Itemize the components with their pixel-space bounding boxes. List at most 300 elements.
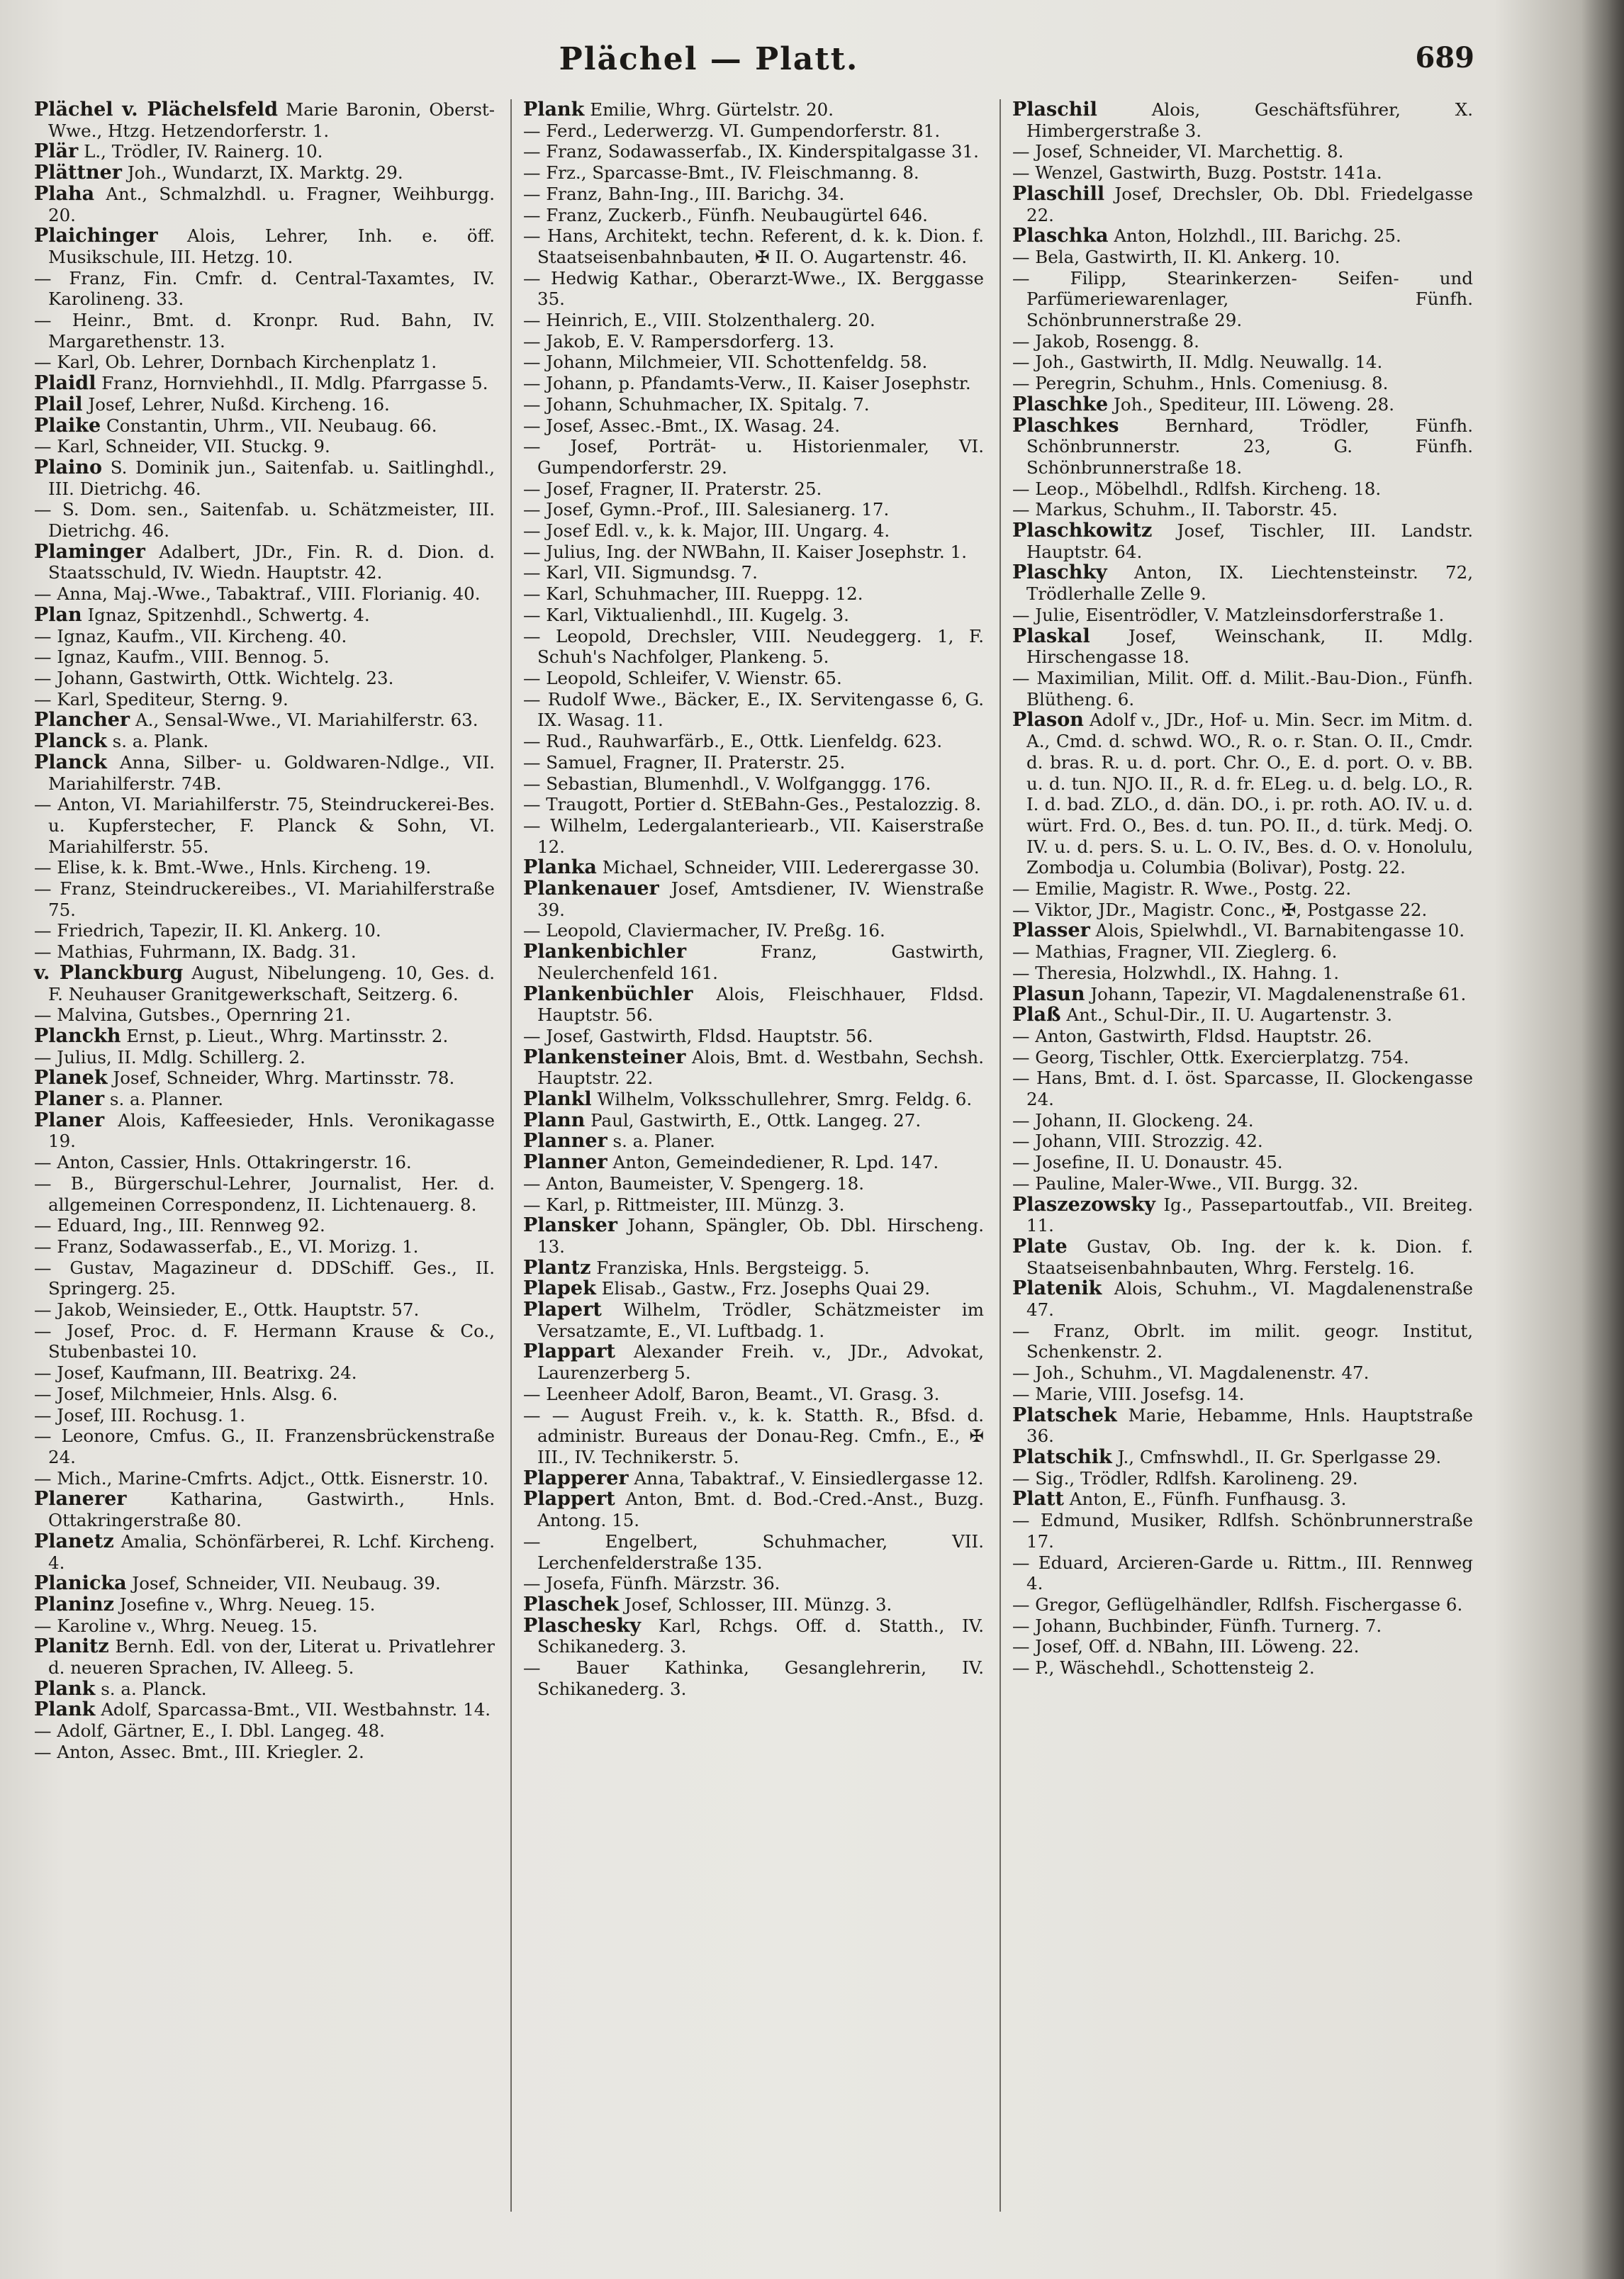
- page-header: [0, 28, 1559, 85]
- entry-details: — Johann, Gastwirth, Ottk. Wichtelg. 23.: [34, 667, 394, 688]
- directory-entry: [34, 1616, 495, 1637]
- directory-entry: [1012, 1616, 1473, 1637]
- entry-surname: Plappart: [523, 1340, 616, 1363]
- entry-details: Josef, Tischler, III. Landstr. Hauptstr. 64.: [1026, 520, 1473, 562]
- entry-surname: Planerer: [34, 1488, 127, 1511]
- entry-details: — Joh., Schuhm., VI. Magdalenenstr. 47.: [1012, 1362, 1370, 1384]
- entry-details: Josef, Weinschank, II. Mdlg. Hirschengasse 18.: [1026, 625, 1473, 668]
- directory-entry: [34, 1489, 495, 1530]
- entry-details: — Josefine, II. U. Donaustr. 45.: [1012, 1152, 1283, 1173]
- directory-entry: [34, 626, 495, 647]
- entry-surname: Plantz: [523, 1256, 591, 1279]
- directory-entry: [34, 225, 495, 267]
- directory-entry: [34, 963, 495, 1004]
- entry-details: — Eduard, Ing., III. Rennweg 92.: [34, 1215, 325, 1236]
- directory-entry: [34, 920, 495, 941]
- directory-entry: [1012, 1194, 1473, 1236]
- entry-details: — Hedwig Kathar., Oberarzt-Wwe., IX. Berggasse 35.: [523, 267, 984, 310]
- entry-details: Anton, E., Fünfh. Funfhausg. 3.: [1069, 1489, 1347, 1510]
- entry-surname: Plansker: [523, 1214, 617, 1237]
- entry-details: Anton, Bmt. d. Bod.-Cred.-Anst., Buzg. Antong. 15.: [537, 1489, 984, 1531]
- directory-entry: [34, 457, 495, 499]
- directory-entry: [1012, 1278, 1473, 1320]
- directory-entry: [1012, 520, 1473, 562]
- entry-details: — Wilhelm, Ledergalanteriearb., VII. Kaiserstraße 12.: [523, 814, 984, 857]
- directory-entry: [1012, 373, 1473, 394]
- entry-details: — Rudolf Wwe., Bäcker, E., IX. Servitengasse 6, G. IX. Wasag. 11.: [523, 688, 984, 731]
- entry-details: — Franz, Zuckerb., Fünfh. Neubaugürtel 646.: [523, 204, 928, 225]
- directory-entry: [1012, 1236, 1473, 1278]
- entry-details: — Sig., Trödler, Rdlfsh. Karolineng. 29.: [1012, 1467, 1358, 1489]
- directory-entry: [523, 857, 984, 878]
- entry-details: — Ferd., Lederwerzg. VI. Gumpendorferstr. 81.: [523, 120, 941, 141]
- directory-entry: [1012, 1173, 1473, 1194]
- directory-entry: [523, 1110, 984, 1131]
- entry-details: Gustav, Ob. Ing. der k. k. Dion. f. Staatseisenbahnbauten, Whrg. Ferstelg. 16.: [1026, 1236, 1473, 1278]
- entry-details: J., Cmfnswhdl., II. Gr. Sperlgasse 29.: [1117, 1447, 1442, 1467]
- entry-details: Josef, Schneider, VII. Neubaug. 39.: [132, 1573, 441, 1594]
- directory-entry: [523, 331, 984, 352]
- directory-entry: [34, 1026, 495, 1047]
- entry-surname: Plaichinger: [34, 225, 158, 247]
- entry-surname: Planetz: [34, 1530, 114, 1552]
- directory-entry: [1012, 1510, 1473, 1552]
- entry-details: s. a. Planner.: [109, 1089, 224, 1110]
- directory-entry: [34, 268, 495, 310]
- directory-entry: [34, 1679, 495, 1700]
- entry-details: — Anton, Baumeister, V. Spengerg. 18.: [523, 1172, 865, 1194]
- directory-entry: [523, 268, 984, 310]
- entry-details: — Malvina, Gutsbes., Opernring 21.: [34, 1004, 351, 1026]
- entry-details: — Hans, Bmt. d. I. öst. Sparcasse, II. Glockengasse 24.: [1012, 1068, 1473, 1110]
- directory-entry: [523, 141, 984, 162]
- directory-entry: [1012, 1447, 1473, 1468]
- entry-details: — Hans, Architekt, techn. Referent, d. k. k. Dion. f. Staatseisenbahnbauten, ✠ II. O. Augartenstr. 46.: [523, 225, 984, 267]
- directory-entry: [34, 1321, 495, 1362]
- binding-shadow: [1581, 0, 1624, 2279]
- directory-entry: [34, 583, 495, 605]
- directory-entry: [523, 1405, 984, 1468]
- entry-details: — Leopold, Claviermacher, IV. Preßg. 16.: [523, 920, 885, 941]
- directory-entry: [523, 984, 984, 1026]
- directory-entry: [523, 1468, 984, 1489]
- entry-surname: Plaschky: [1012, 561, 1107, 584]
- entry-details: Josefine v., Whrg. Neueg. 15.: [119, 1594, 376, 1615]
- entry-surname: Plaha: [34, 182, 95, 205]
- entry-surname: Planckh: [34, 1024, 121, 1047]
- entry-details: — Mathias, Fuhrmann, IX. Badg. 31.: [34, 941, 357, 963]
- directory-entry: [34, 310, 495, 352]
- entry-details: Paul, Gastwirth, E., Ottk. Langeg. 27.: [590, 1109, 922, 1131]
- directory-entry: [1012, 499, 1473, 520]
- directory-entry: [34, 542, 495, 583]
- entry-details: s. a. Plank.: [112, 731, 209, 752]
- entry-surname: Plank: [523, 99, 585, 121]
- entry-surname: Plaskal: [1012, 625, 1090, 647]
- directory-entry: [34, 373, 495, 394]
- directory-entry: [523, 1384, 984, 1405]
- entry-details: — Josef, Kaufmann, III. Beatrixg. 24.: [34, 1362, 357, 1384]
- entry-details: — Rud., Rauhwarfärb., E., Ottk. Lienfeldg. 623.: [523, 731, 943, 752]
- entry-details: — Josef, Milchmeier, Hnls. Alsg. 6.: [34, 1383, 338, 1404]
- directory-entry: [1012, 1321, 1473, 1362]
- entry-details: — Johann, Buchbinder, Fünfh. Turnerg. 7.: [1012, 1615, 1382, 1636]
- directory-entry: [34, 1152, 495, 1173]
- directory-entry: [523, 542, 984, 563]
- entry-details: — Josef, Schneider, VI. Marchettig. 8.: [1012, 141, 1344, 162]
- directory-entry: [34, 1299, 495, 1321]
- directory-entry: [523, 878, 984, 920]
- entry-details: — Eduard, Arcieren-Garde u. Rittm., III. Rennweg 4.: [1012, 1552, 1473, 1594]
- directory-entry: [34, 857, 495, 878]
- entry-details: Adolf v., JDr., Hof- u. Min. Secr. im Mitm. d. A., Cmd. d. schwd. WO., R. o. r. Stan. O. II., Cmdr. d. bras. R. u. d. port. Chr. O., E. d. port. O. v. BB. u. d. tun. NJO. II., R. d. fr. ELeg. u. d. belg. LO., R. I. d. bad. ZLO., d. dän. DO., i. pr. roth. AO. IV. u. d. würt. Frd. O., Bes. d. tun. PO. II., d. türk. Medj. O. IV. u. d. pers. S. u. L. O. IV., Bes. d. O. v. Honolulu, Zombodja u. Columbia (Bolivar), Postg. 22.: [1026, 710, 1473, 878]
- entry-surname: Planitz: [34, 1635, 109, 1658]
- entry-surname: Plächel v. Plächelsfeld: [34, 99, 279, 121]
- entry-surname: Plaschil: [1012, 99, 1097, 121]
- entry-details: Joh., Wundarzt, IX. Marktg. 29.: [127, 162, 403, 184]
- entry-surname: Plaschesky: [523, 1614, 642, 1637]
- directory-entry: [34, 1573, 495, 1594]
- entry-details: A., Sensal-Wwe., VI. Mariahilferstr. 63.: [135, 710, 478, 731]
- directory-entry: [34, 710, 495, 731]
- entry-details: — Joh., Gastwirth, II. Mdlg. Neuwallg. 14.: [1012, 352, 1383, 373]
- directory-entry: [1012, 984, 1473, 1005]
- entry-details: — Julius, II. Mdlg. Schillerg. 2.: [34, 1046, 306, 1068]
- entry-details: — Bela, Gastwirth, II. Kl. Ankerg. 10.: [1012, 246, 1340, 267]
- entry-details: Michael, Schneider, VIII. Lederergasse 30.: [602, 857, 980, 878]
- column-1: [34, 99, 495, 1763]
- entry-details: — Georg, Tischler, Ottk. Exercierplatzg. 754.: [1012, 1046, 1409, 1068]
- entry-details: Alexander Freih. v., JDr., Advokat, Laurenzerberg 5.: [537, 1341, 985, 1384]
- directory-entry: [34, 141, 495, 162]
- directory-entry: [1012, 1384, 1473, 1405]
- column-2: [523, 99, 984, 1699]
- directory-entry: [34, 1004, 495, 1026]
- entry-details: Alois, Schuhm., VI. Magdalenenstraße 47.: [1026, 1278, 1473, 1321]
- entry-details: — Leopold, Schleifer, V. Wienstr. 65.: [523, 667, 842, 688]
- entry-details: Josef, Schlosser, III. Münzg. 3.: [625, 1594, 892, 1615]
- directory-entry: [34, 394, 495, 415]
- entry-details: — Leenheer Adolf, Baron, Beamt., VI. Grasg. 3.: [523, 1383, 940, 1404]
- entry-surname: Plaschke: [1012, 393, 1109, 415]
- directory-entry: [34, 1362, 495, 1384]
- directory-entry: [34, 689, 495, 710]
- entry-details: — Traugott, Portier d. StEBahn-Ges., Pestalozzig. 8.: [523, 794, 982, 815]
- entry-surname: Plapek: [523, 1277, 596, 1300]
- directory-entry: [1012, 1047, 1473, 1068]
- directory-entry: [34, 1047, 495, 1068]
- entry-surname: Planka: [523, 856, 597, 879]
- entry-details: s. a. Planck.: [101, 1678, 207, 1699]
- entry-details: Franz, Hornviehhdl., II. Mdlg. Pfarrgasse 5.: [101, 373, 488, 394]
- directory-entry: [1012, 1552, 1473, 1594]
- entry-details: Katharina, Gastwirth., Hnls. Ottakringerstraße 80.: [48, 1489, 495, 1531]
- directory-entry: [1012, 1405, 1473, 1447]
- directory-entry: [34, 1173, 495, 1215]
- directory-entry: [34, 436, 495, 457]
- entry-details: — Franz, Sodawasserfab., IX. Kinderspitalgasse 31.: [523, 141, 979, 162]
- entry-surname: Platenik: [1012, 1277, 1102, 1300]
- entry-surname: Plail: [34, 393, 83, 415]
- entry-details: Amalia, Schönfärberei, R. Lchf. Kircheng. 4.: [48, 1530, 495, 1573]
- column-divider: [999, 99, 1001, 2212]
- entry-details: Johann, Spängler, Ob. Dbl. Hirscheng. 13.: [537, 1215, 984, 1257]
- entry-details: — Josef, Assec.-Bmt., IX. Wasag. 24.: [523, 415, 841, 436]
- entry-surname: Plättner: [34, 162, 123, 184]
- entry-details: Anna, Tabaktraf., V. Einsiedlergasse 12.: [634, 1467, 984, 1489]
- directory-entry: [34, 752, 495, 794]
- directory-entry: [34, 1215, 495, 1236]
- entry-details: — Samuel, Fragner, II. Praterstr. 25.: [523, 751, 846, 773]
- directory-entry: [523, 941, 984, 983]
- directory-entry: [34, 1720, 495, 1742]
- directory-entry: [1012, 331, 1473, 352]
- directory-entry: [523, 815, 984, 857]
- directory-entry: [523, 478, 984, 500]
- directory-entry: [523, 499, 984, 520]
- directory-entry: [1012, 710, 1473, 878]
- entry-surname: Platschek: [1012, 1404, 1117, 1426]
- entry-surname: Plaschkes: [1012, 414, 1119, 437]
- entry-surname: Plankenbichler: [523, 941, 687, 963]
- directory-entry: [1012, 268, 1473, 331]
- entry-details: Karl, Rchgs. Off. d. Statth., IV. Schikanederg. 3.: [537, 1615, 984, 1657]
- entry-details: — Peregrin, Schuhm., Hnls. Comeniusg. 8.: [1012, 373, 1389, 394]
- entry-details: — Heinr., Bmt. d. Kronpr. Rud. Bahn, IV. Margarethenstr. 13.: [34, 310, 495, 352]
- directory-entry: [34, 605, 495, 626]
- directory-entry: [523, 436, 984, 478]
- entry-details: — Mathias, Fragner, VII. Zieglerg. 6.: [1012, 941, 1338, 963]
- column-divider: [510, 99, 512, 2212]
- directory-entry: [523, 1299, 984, 1341]
- entry-surname: Planer: [34, 1088, 105, 1111]
- entry-surname: Planinz: [34, 1593, 114, 1616]
- entry-details: — Johann, Schuhmacher, IX. Spitalg. 7.: [523, 393, 870, 415]
- entry-details: Constantin, Uhrm., VII. Neubaug. 66.: [106, 415, 437, 436]
- entry-details: — Marie, VIII. Josefsg. 14.: [1012, 1383, 1245, 1404]
- entry-details: — S. Dom. sen., Saitenfab. u. Schätzmeister, III. Dietrichg. 46.: [34, 499, 495, 542]
- entry-surname: Platschik: [1012, 1446, 1112, 1468]
- directory-entry: [34, 1258, 495, 1299]
- entry-details: Ant., Schmalzhdl. u. Fragner, Weihburgg. 20.: [48, 183, 495, 225]
- directory-entry: [523, 562, 984, 583]
- entry-surname: Plaschka: [1012, 225, 1109, 247]
- directory-entry: [523, 583, 984, 605]
- entry-details: — — August Freih. v., k. k. Statth. R., Bfsd. d. administr. Bureaus der Donau-Reg. Cmfn., E., ✠ III., IV. Technikerstr. 5.: [523, 1404, 984, 1467]
- directory-entry: [1012, 1657, 1473, 1679]
- directory-entry: [34, 162, 495, 184]
- entry-surname: Planck: [34, 751, 107, 773]
- entry-details: — Adolf, Gärtner, E., I. Dbl. Langeg. 48.: [34, 1720, 385, 1742]
- entry-details: Alois, Fleischhauer, Fldsd. Hauptstr. 56.: [537, 983, 984, 1026]
- entry-details: — Leopold, Drechsler, VIII. Neudeggerg. 1, F. Schuh's Nachfolger, Plankeng. 5.: [523, 625, 984, 668]
- entry-details: Emilie, Whrg. Gürtelstr. 20.: [590, 99, 834, 120]
- entry-surname: Plaike: [34, 414, 101, 437]
- directory-entry: [523, 121, 984, 142]
- entry-details: Wilhelm, Trödler, Schätzmeister im Versatzamte, E., VI. Luftbadg. 1.: [537, 1299, 984, 1341]
- directory-entry: [1012, 141, 1473, 162]
- directory-entry: [34, 1594, 495, 1616]
- directory-entry: [523, 731, 984, 752]
- entry-details: — Josef, Fragner, II. Praterstr. 25.: [523, 478, 822, 499]
- directory-entry: [1012, 941, 1473, 963]
- directory-entry: [1012, 1594, 1473, 1616]
- directory-entry: [523, 310, 984, 331]
- directory-entry: [1012, 963, 1473, 984]
- entry-surname: Plan: [34, 603, 82, 626]
- entry-details: Bernhard, Trödler, Fünfh. Schönbrunnerstr. 23, G. Fünfh. Schönbrunnerstraße 18.: [1026, 415, 1473, 478]
- entry-details: — Edmund, Musiker, Rdlfsh. Schönbrunnerstraße 17.: [1012, 1510, 1473, 1552]
- entry-details: — Josef Edl. v., k. k. Major, III. Ungarg. 4.: [523, 520, 890, 542]
- directory-entry: [523, 520, 984, 542]
- entry-details: Joh., Spediteur, III. Löweng. 28.: [1114, 393, 1395, 415]
- entry-details: Alois, Bmt. d. Westbahn, Sechsh. Hauptstr. 22.: [537, 1046, 984, 1089]
- entry-details: Alois, Geschäftsführer, X. Himbergerstraße 3.: [1026, 99, 1473, 141]
- directory-entry: [1012, 415, 1473, 478]
- entry-surname: Plate: [1012, 1235, 1068, 1258]
- entry-details: — Josef, Porträt- u. Historienmaler, VI. Gumpendorferstr. 29.: [523, 436, 984, 478]
- directory-entry: [523, 1489, 984, 1530]
- directory-entry: [1012, 878, 1473, 900]
- entry-details: Marie, Hebamme, Hnls. Hauptstraße 36.: [1026, 1404, 1473, 1447]
- entry-details: Elisab., Gastw., Frz. Josephs Quai 29.: [601, 1278, 931, 1299]
- entry-surname: v. Planckburg: [34, 961, 184, 984]
- directory-entry: [523, 1573, 984, 1594]
- entry-surname: Plankenauer: [523, 878, 659, 900]
- entry-details: — Johann, II. Glockeng. 24.: [1012, 1109, 1254, 1131]
- directory-entry: [523, 373, 984, 394]
- entry-details: — Franz, Bahn-Ing., III. Barichg. 34.: [523, 183, 845, 204]
- page-title: Pläche⁠l — Platt.: [559, 41, 859, 77]
- entry-details: — Franz, Obrlt. im milit. geogr. Institut, Schenkenstr. 2.: [1012, 1320, 1473, 1362]
- directory-entry: [523, 225, 984, 267]
- entry-surname: Planck: [34, 730, 107, 753]
- entry-details: — Karl, Spediteur, Sterng. 9.: [34, 688, 289, 710]
- entry-surname: Plason: [1012, 709, 1084, 732]
- entry-details: — Gustav, Magazineur d. DDSchiff. Ges., II. Springerg. 25.: [34, 1257, 495, 1299]
- entry-details: Adalbert, JDr., Fin. R. d. Dion. d. Staatsschuld, IV. Wiedn. Hauptstr. 42.: [48, 541, 495, 583]
- entry-details: — Josef, Proc. d. F. Hermann Krause & Co., Stubenbastei 10.: [34, 1320, 495, 1362]
- directory-entry: [34, 1531, 495, 1573]
- directory-entry: [1012, 668, 1473, 710]
- entry-details: Josef, Schneider, Whrg. Martinsstr. 78.: [113, 1068, 455, 1089]
- directory-entry: [1012, 1362, 1473, 1384]
- entry-details: — Elise, k. k. Bmt.-Wwe., Hnls. Kircheng. 19.: [34, 857, 432, 878]
- entry-details: Anna, Silber- u. Goldwaren-Ndlge., VII. Mariahilferstr. 74B.: [48, 751, 495, 794]
- directory-entry: [34, 1699, 495, 1720]
- entry-surname: Planer: [34, 1109, 105, 1131]
- entry-details: — Karl, Viktualienhdl., III. Kugelg. 3.: [523, 604, 849, 625]
- directory-entry: [523, 99, 984, 121]
- directory-entry: [523, 1278, 984, 1299]
- entry-surname: Plappert: [523, 1488, 615, 1511]
- directory-entry: [1012, 1110, 1473, 1131]
- entry-details: Anton, Gemeindediener, R. Lpd. 147.: [612, 1152, 939, 1173]
- entry-details: — Josef, Gymn.-Prof., III. Salesianerg. 17.: [523, 499, 890, 520]
- entry-details: — Karl, p. Rittmeister, III. Münzg. 3.: [523, 1194, 845, 1215]
- entry-details: Franziska, Hnls. Bergsteigg. 5.: [596, 1257, 870, 1278]
- entry-surname: Plaszezowsky: [1012, 1193, 1155, 1216]
- entry-details: — Jakob, Weinsieder, E., Ottk. Hauptstr. 57.: [34, 1299, 420, 1321]
- directory-entry: [523, 773, 984, 795]
- entry-details: Wilhelm, Volksschullehrer, Smrg. Feldg. 6.: [597, 1089, 973, 1110]
- directory-entry: [523, 1215, 984, 1257]
- entry-details: — Frz., Sparcasse-Bmt., IV. Fleischmanng. 8.: [523, 162, 919, 184]
- entry-details: — Gregor, Geflügelhändler, Rdlfsh. Fischergasse 6.: [1012, 1594, 1463, 1615]
- entry-details: — Markus, Schuhm., II. Taborstr. 45.: [1012, 499, 1338, 520]
- directory-entry: [34, 941, 495, 963]
- entry-details: — Julie, Eisentrödler, V. Matzleinsdorferstraße 1.: [1012, 604, 1445, 625]
- entry-surname: Plankl: [523, 1088, 592, 1111]
- entry-surname: Planek: [34, 1067, 108, 1090]
- entry-details: — Ignaz, Kaufm., VII. Kircheng. 40.: [34, 625, 347, 646]
- directory-entry: [523, 1616, 984, 1657]
- entry-details: — Johann, VIII. Strozzig. 42.: [1012, 1131, 1263, 1152]
- entry-details: — Franz, Sodawasserfab., E., VI. Morizg. 1.: [34, 1236, 419, 1257]
- directory-entry: [1012, 352, 1473, 373]
- directory-entry: [34, 415, 495, 437]
- directory-entry: [523, 1258, 984, 1279]
- entry-details: — Engelbert, Schuhmacher, VII. Lerchenfelderstraße 135.: [523, 1530, 984, 1573]
- directory-entry: [523, 1194, 984, 1216]
- directory-entry: [1012, 1468, 1473, 1489]
- entry-details: Josef, Lehrer, Nußd. Kircheng. 16.: [88, 393, 390, 415]
- entry-details: — Anton, VI. Mariahilferstr. 75, Steindruckerei-Bes. u. Kupferstecher, F. Planck & Sohn, VI. Mariahilferstr. 55.: [34, 794, 495, 857]
- entry-details: Anton, IX. Liechtensteinstr. 72, Trödlerhalle Zelle 9.: [1026, 562, 1474, 605]
- entry-surname: Plaminger: [34, 540, 145, 563]
- directory-entry: [523, 1047, 984, 1089]
- entry-surname: Planicka: [34, 1572, 127, 1595]
- entry-details: S. Dominik jun., Saitenfab. u. Saitlinghdl., III. Dietrichg. 46.: [48, 457, 495, 499]
- entry-details: — Emilie, Magistr. R. Wwe., Postg. 22.: [1012, 878, 1352, 900]
- directory-entry: [34, 184, 495, 225]
- directory-entry: [1012, 99, 1473, 141]
- entry-details: — Theresia, Holzwhdl., IX. Hahng. 1.: [1012, 962, 1340, 983]
- directory-entry: [34, 1110, 495, 1152]
- directory-entry: [34, 1742, 495, 1763]
- directory-entry: [34, 1426, 495, 1467]
- entry-surname: Platt: [1012, 1488, 1064, 1511]
- entry-details: Adolf, Sparcassa-Bmt., VII. Westbahnstr. 14.: [101, 1699, 491, 1720]
- column-3: [1012, 99, 1473, 1679]
- directory-entry: [1012, 184, 1473, 225]
- directory-entry: [34, 731, 495, 752]
- entry-details: — Anton, Gastwirth, Fldsd. Hauptstr. 26.: [1012, 1025, 1372, 1046]
- directory-entry: [34, 352, 495, 373]
- directory-entry: [1012, 225, 1473, 247]
- directory-entry: [1012, 394, 1473, 415]
- entry-surname: Plasun: [1012, 982, 1085, 1005]
- entry-surname: Plancher: [34, 709, 130, 732]
- entry-details: — Karl, VII. Sigmundsg. 7.: [523, 562, 758, 583]
- entry-details: — Filipp, Stearinkerzen- Seifen- und Parfümeriewarenlager, Fünfh. Schönbrunnerstraße 29.: [1012, 267, 1473, 331]
- entry-details: — Franz, Fin. Cmfr. d. Central-Taxamtes, IV. Karolineng. 33.: [34, 267, 495, 310]
- entry-details: — B., Bürgerschul-Lehrer, Journalist, Her. d. allgemeinen Correspondenz, II. Lichtenauerg. 8.: [34, 1172, 495, 1215]
- entry-details: — Anton, Cassier, Hnls. Ottakringerstr. 16.: [34, 1152, 412, 1173]
- directory-entry: [34, 1384, 495, 1405]
- directory-entry: [523, 162, 984, 184]
- directory-entry: [523, 1173, 984, 1194]
- entry-details: — Josefa, Fünfh. Märzstr. 36.: [523, 1573, 780, 1594]
- directory-entry: [523, 1026, 984, 1047]
- directory-entry: [523, 794, 984, 815]
- entry-details: Ig., Passepartoutfab., VII. Breiteg. 11.: [1026, 1194, 1473, 1236]
- entry-details: — Viktor, JDr., Magistr. Conc., ✠, Postgasse 22.: [1012, 899, 1428, 920]
- directory-entry: [523, 1089, 984, 1110]
- entry-details: Bernh. Edl. von der, Literat u. Privatlehrer d. neueren Sprachen, IV. Alleeg. 5.: [48, 1636, 495, 1679]
- entry-surname: Plaino: [34, 456, 102, 478]
- directory-entry: [1012, 1068, 1473, 1109]
